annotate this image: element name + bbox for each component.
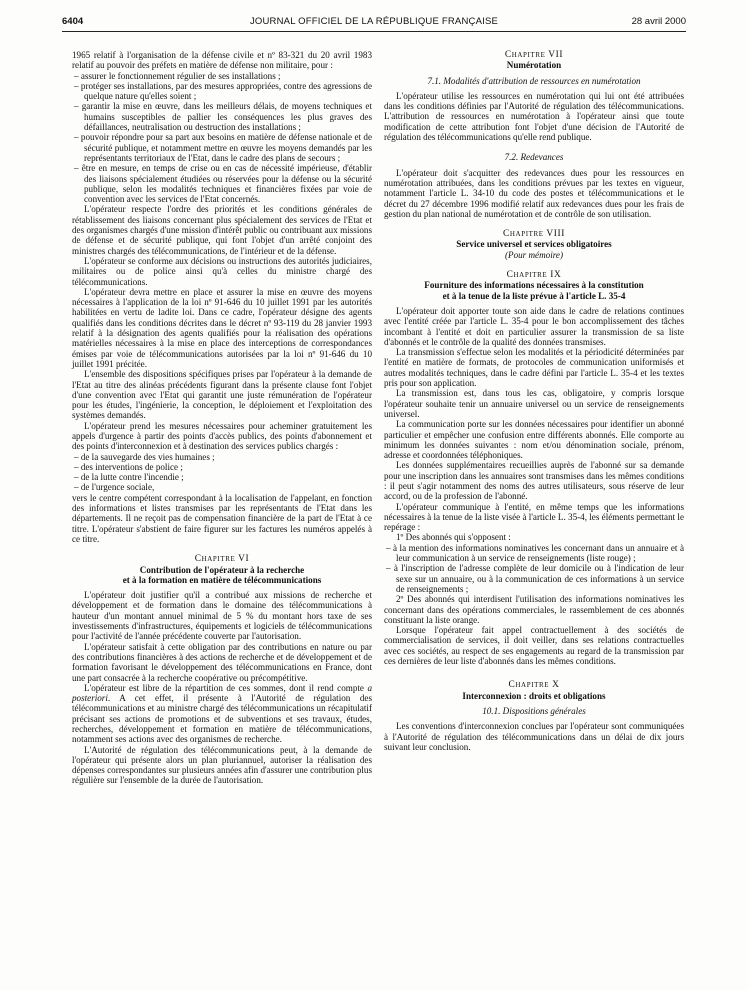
chapter-title: Fourniture des informations nécessaires à la constitution bbox=[424, 280, 644, 291]
list-item: – être en mesure, en temps de crise ou en cas de nécessité impérieuse, d'établir des liaisons spécialement étudiées ou réservées pour la défense ou la sécurité publique, selon les modalités techniques et financières fixées par voie de convention avec les services de l'Etat concernés. bbox=[74, 163, 372, 205]
paragraph: Les données supplémentaires recueillies auprès de l'abonné sur sa demande pour une inscription dans les annuaires sont transmises dans les mêmes conditions : il peut s'agir notamment des noms des autres utilisateurs, sous réserve de leur accord, ou de la profession de l'abonné. bbox=[384, 460, 684, 502]
section-heading: 10.1. Dispositions générales bbox=[482, 705, 586, 716]
header-rule bbox=[62, 31, 686, 32]
list-item: – de l'urgence sociale, bbox=[74, 482, 155, 493]
paragraph: L'opérateur respecte l'ordre des priorités et les conditions générales de rétablissement des liaisons concernant plus spécialement des services de l'Etat et des organismes chargés d'une mission d'intérêt public ou contribuant aux missions de défense et de sécurité publique, qui font l'objet d'un arrêté conjoint des ministres chargés des télécommunications, de l'intérieur et de la défense. bbox=[72, 204, 372, 256]
paragraph: L'opérateur doit s'acquitter des redevances dues pour les ressources en numérotation attribuées, dans les conditions prévues par les textes en vigueur, notamment l'article L. 34-10 du code des postes et télécommunications et le décret du 27 décembre 1996 modifié relatif aux redevances dues pour les frais de gestion du plan national de numérotation et de contrôle de son utilisation. bbox=[384, 167, 684, 219]
list-item: – assurer le fonctionnement régulier de ses installations ; bbox=[74, 70, 281, 81]
issue-date: 28 avril 2000 bbox=[631, 16, 686, 27]
chapter-heading: Chapitre VIII bbox=[503, 229, 565, 240]
list-item: – à l'inscription de l'adresse complète de leur domicile ou à l'indication de leur sexe sur un annuaire, ou à la communication de ces informations à un service de renseignements ; bbox=[386, 563, 684, 594]
list-item: 1º Des abonnés qui s'opposent : bbox=[396, 532, 511, 543]
paragraph: L'opérateur se conforme aux décisions ou instructions des autorités judiciaires, militaires ou de police ainsi qu'à celles du ministre chargé des télécommunications. bbox=[72, 255, 372, 287]
paragraph: L'Autorité de régulation des télécommunications peut, à la demande de l'opérateur qui présente alors un plan pluriannuel, autoriser la réalisation des dépenses correspondantes sur plusieurs années afin d'assurer une contribution plus régulière sur l'ensemble de la durée de l'autorisation. bbox=[72, 744, 372, 786]
paragraph: La transmission s'effectue selon les modalités et la périodicité déterminées par l'entité en matière de formats, de protocoles de communication uniformisés et autres modalités techniques, dans le cadre défini par l'article L. 35-4 et les textes pris pour son application. bbox=[384, 347, 684, 389]
paragraph: Lorsque l'opérateur fait appel contractuellement à des sociétés de commercialisation de services, il doit veiller, dans ses relations contractuelles avec ces sociétés, au respect de ses engagements au regard de la transmission par ces dernières de leur liste d'abonnés dans les mêmes conditions. bbox=[384, 625, 684, 667]
paragraph: L'opérateur satisfait à cette obligation par des contributions en nature ou par des contributions financières à des actions de recherche et de développement et de formation favorisant le développement des télécommunications en France, dont une part consacrée à la recherche coopérative ou précompétitive. bbox=[72, 641, 372, 683]
chapter-heading: Chapitre VI bbox=[194, 554, 250, 565]
list-item: – de la sauvegarde des vies humaines ; bbox=[74, 451, 215, 462]
journal-title: JOURNAL OFFICIEL DE LA RÉPUBLIQUE FRANÇAISE bbox=[249, 16, 499, 27]
paragraph: L'opérateur communique à l'entité, en même temps que les informations nécessaires à la tenue de la liste visée à l'article L. 35-4, les éléments permettant le repérage : bbox=[384, 501, 684, 533]
list-item: – protéger ses installations, par des mesures appropriées, contre des agressions de quelque nature qu'elles soient ; bbox=[74, 80, 372, 102]
chapter-title: et à la tenue de la liste prévue à l'article L. 35-4 bbox=[442, 290, 626, 301]
paragraph: 1965 relatif à l'organisation de la défense civile et nº 83-321 du 20 avril 1983 relatif au pouvoir des préfets en matière de défense non militaire, pour : bbox=[72, 50, 372, 71]
paragraph-text: . A cet effet, il présente à l'Autorité de régulation des télécommunications et au ministre chargé des télécommunications un récapitulatif précisant ses actions de promotions et de subventions et ses travaux, études, recherches, développement et formation en matière de télécommunications, notamment ses actions avec des organismes de recherche. bbox=[72, 693, 372, 745]
paragraph bbox=[72, 683, 372, 745]
chapter-title: Contribution de l'opérateur à la recherche bbox=[139, 564, 305, 575]
section-heading: 7.1. Modalités d'attribution de ressources en numérotation bbox=[427, 75, 641, 86]
italic-term: a posteriori bbox=[72, 682, 372, 704]
paragraph: Les conventions d'interconnexion conclues par l'opérateur sont communiquées à l'Autorité de régulation des télécommunications dans un délai de dix jours suivant leur conclusion. bbox=[384, 721, 684, 752]
chapter-title: Interconnexion : droits et obligations bbox=[462, 690, 606, 701]
list-item: 2º Des abonnés qui interdisent l'utilisation des informations nominatives les concernant dans des opérations commerciales, le rassemblement de ces abonnés constituant la liste orange. bbox=[384, 594, 684, 625]
paragraph: L'opérateur devra mettre en place et assurer la mise en œuvre des moyens nécessaires à l'application de la loi nº 91-646 du 10 juillet 1991 par les autorités habilitées en vertu de ladite loi. Dans ce cadre, l'opérateur désigne des agents qualifiés dans les conditions décrites dans le décret nº 93-119 du 28 janvier 1993 relatif à la désignation des agents qualifiés pour la réalisation des opérations matérielles nécessaires à la mise en place des interceptions de correspondances émises par voie de télécommunications autorisées par la loi nº 91-646 du 10 juillet 1991 précitée. bbox=[72, 286, 372, 369]
list-item: – de la lutte contre l'incendie ; bbox=[74, 472, 184, 483]
list-item: – garantir la mise en œuvre, dans les meilleurs délais, de moyens techniques et humains susceptibles de pallier les conséquences les plus graves des défaillances, neutralisation ou destruction des installations ; bbox=[74, 101, 372, 133]
chapter-heading: Chapitre IX bbox=[506, 270, 562, 281]
left-column bbox=[72, 50, 372, 786]
paragraph: La communication porte sur les données nécessaires pour identifier un abonné particulier et empêcher une confusion entre différents abonnés. Elle comporte au minimum les données suivantes : nom et/ou dénomination sociale, prénom, adresse et coordonnées téléphoniques. bbox=[384, 419, 684, 461]
page-header bbox=[62, 14, 686, 30]
right-column bbox=[384, 50, 684, 752]
chapter-title: Service universel et services obligatoires bbox=[456, 239, 612, 250]
list-item: – pouvoir répondre pour sa part aux besoins en matière de défense nationale et de sécurité publique, et notamment mettre en œuvre les moyens demandés par les représentants territoriaux de l'Etat, dans le cadre des plans de secours ; bbox=[74, 132, 372, 163]
paragraph: L'opérateur doit justifier qu'il a contribué aux missions de recherche et développement et de formation dans le domaine des télécommunications à hauteur d'un montant annuel minimal de 5 % du montant hors taxe de ses investissements d'infrastructures, équipements et logiciels de télécommunications pour l'activité de l'année précédente couverte par l'autorisation. bbox=[72, 590, 372, 642]
chapter-title: Numérotation bbox=[506, 60, 562, 71]
chapter-title: et à la formation en matière de télécommunications bbox=[122, 574, 322, 585]
section-heading: 7.2. Redevances bbox=[504, 152, 564, 163]
paragraph: L'ensemble des dispositions spécifiques prises par l'opérateur à la demande de l'Etat au titre des alinéas précédents figurant dans la présente clause font l'objet d'une convention avec l'Etat qui garantit une juste rémunération de l'opérateur pour les études, l'ingénierie, la conception, le déploiement et l'exploitation des systèmes demandés. bbox=[72, 369, 372, 421]
list-item: – à la mention des informations nominatives les concernant dans un annuaire et à leur communication à un service de renseignements (liste rouge) ; bbox=[386, 542, 684, 564]
paragraph-text: L'opérateur est libre de la répartition de ces sommes, dont il rend compte bbox=[84, 682, 368, 693]
paragraph: vers le centre compétent correspondant à la localisation de l'appelant, en fonction des informations et listes transmises par les représentants de l'Etat dans les départements. Il ne reçoit pas de compensation financière de la part de l'Etat à ce titre. L'opérateur s'abstient de faire figurer sur les factures les numéros appelés à ce titre. bbox=[72, 492, 372, 544]
paragraph: L'opérateur doit apporter toute son aide dans le cadre de relations continues avec l'entité créée par l'article L. 35-4 pour le bon accomplissement des tâches incombant à l'entité et doit en particulier assurer la transmission de sa liste d'abonnés et le contrôle de la qualité des données transmises. bbox=[384, 305, 684, 347]
chapter-heading: Chapitre X bbox=[508, 680, 560, 691]
chapter-heading: Chapitre VII bbox=[504, 50, 564, 60]
page-number: 6404 bbox=[62, 16, 84, 27]
paragraph: La transmission est, dans tous les cas, obligatoire, y compris lorsque l'opérateur souhaite tenir un annuaire universel ou un service de renseignements universel. bbox=[384, 388, 684, 419]
chapter-subtitle: (Pour mémoire) bbox=[505, 249, 563, 260]
paragraph: L'opérateur utilise les ressources en numérotation qui lui ont été attribuées dans les conditions définies par l'Autorité de régulation des télécommunications. L'attribution de ressources en numérotation à l'opérateur ainsi que toute modification de cette attribution font l'objet d'une décision de l'Autorité de régulation des télécommunications qu'elle rend publique. bbox=[384, 90, 684, 143]
list-item: – des interventions de police ; bbox=[74, 461, 183, 472]
paragraph: L'opérateur prend les mesures nécessaires pour acheminer gratuitement les appels d'urgence à partir des points d'accès publics, des points d'abonnement et des points d'interconnexion et à destination des services publics chargés : bbox=[72, 420, 372, 452]
